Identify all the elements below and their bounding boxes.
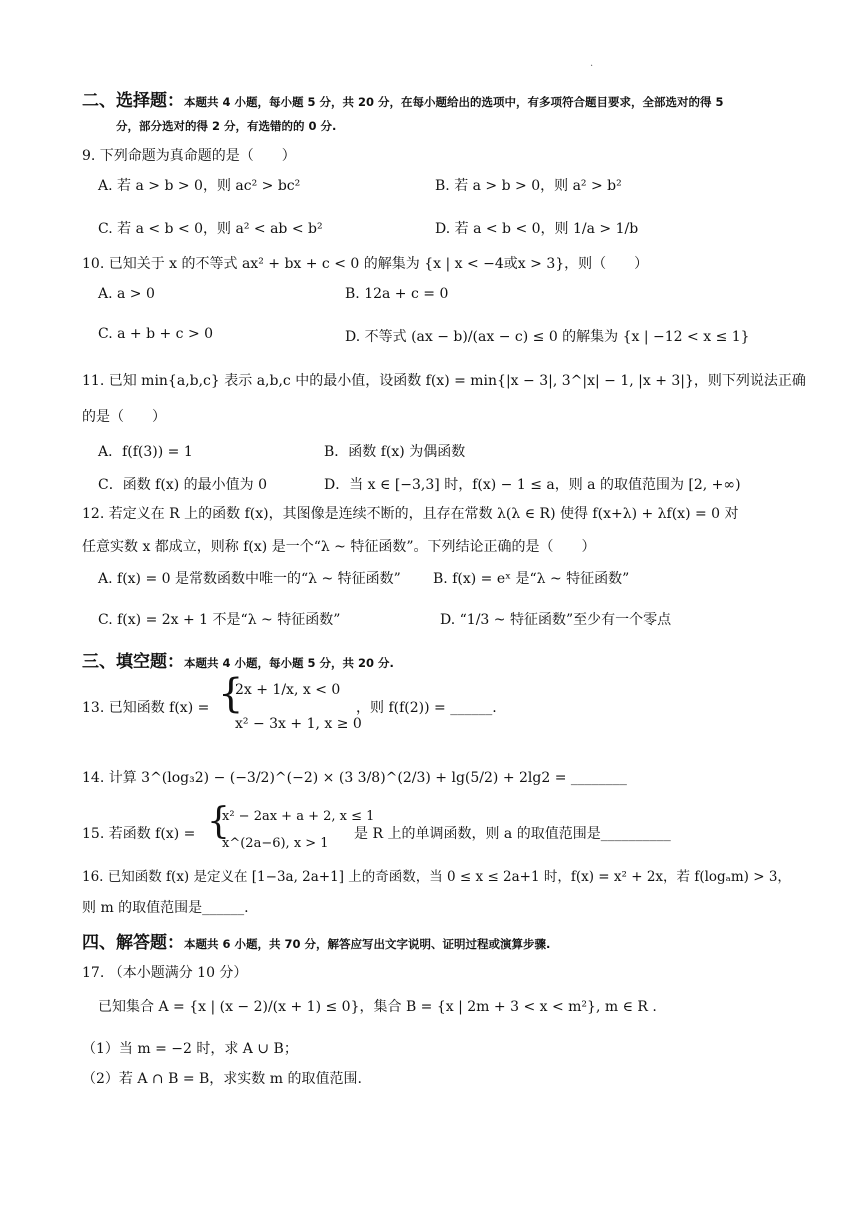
q13-case1: 2x + 1/x, x < 0 — [235, 682, 341, 698]
q11-option-b: B．函数 f(x) 为偶函数 — [324, 444, 466, 460]
q13-case2: x² − 3x + 1, x ≥ 0 — [235, 716, 362, 732]
section-2-header — [82, 86, 724, 111]
section-2-desc-line2: 分，部分选对的得 2 分，有选错的的 0 分. — [116, 119, 337, 133]
q12-stem-line2: 任意实数 x 都成立，则称 f(x) 是一个“λ ~ 特征函数”。下列结论正确的是（ ） — [82, 539, 596, 555]
q13-suffix: ，则 f(f(2)) = ______. — [356, 700, 497, 716]
q17-header: 17. （本小题满分 10 分） — [82, 965, 248, 981]
q12-option-a: A. f(x) = 0 是常数函数中唯一的“λ ~ 特征函数” — [98, 571, 401, 587]
q11-option-a: A．f(f(3)) = 1 — [98, 444, 193, 460]
q16-line2: 则 m 的取值范围是______. — [82, 900, 249, 916]
section-4-title: 四、解答题： — [82, 933, 184, 953]
q9-option-b: B. 若 a > b > 0，则 a² > b² — [435, 178, 622, 194]
q15-case2: x^(2a−6), x > 1 — [222, 836, 329, 851]
q15-brace: { — [207, 801, 230, 842]
q13-prefix: 13. 已知函数 f(x) = — [82, 700, 210, 716]
q15-prefix: 15. 若函数 f(x) = — [82, 826, 196, 842]
q10-option-b: B. 12a + c = 0 — [345, 286, 449, 302]
q12-option-b: B. f(x) = eˣ 是“λ ~ 特征函数” — [433, 571, 630, 587]
section-2-desc-line1: 本题共 4 小题，每小题 5 分，共 20 分，在每小题给出的选项中，有多项符合题目要求，全部选对的得 5 — [184, 95, 724, 109]
q15-case1: x² − 2ax + a + 2, x ≤ 1 — [222, 809, 375, 824]
q12-option-c: C. f(x) = 2x + 1 不是“λ ~ 特征函数” — [98, 612, 341, 628]
q10-option-d: D. 不等式 (ax − b)/(ax − c) ≤ 0 的解集为 {x | −12 < x ≤ 1} — [345, 329, 750, 345]
q13-brace: { — [218, 671, 244, 717]
q11-stem-line2: 的是（ ） — [82, 409, 166, 425]
q10-option-c: C. a + b + c > 0 — [98, 326, 214, 342]
section-3-title: 三、填空题： — [82, 652, 184, 672]
section-3-header — [82, 647, 394, 672]
q17-part1: （1）当 m = −2 时，求 A ∪ B； — [82, 1041, 298, 1057]
q17-given: 已知集合 A = {x | (x − 2)/(x + 1) ≤ 0}，集合 B = {x | 2m + 3 < x < m²}, m ∈ R . — [98, 999, 657, 1015]
q9-option-d: D. 若 a < b < 0，则 1/a > 1/b — [435, 221, 639, 237]
q9-option-c: C. 若 a < b < 0，则 a² < ab < b² — [98, 221, 323, 237]
q16-line1: 16. 已知函数 f(x) 是定义在 [1−3a, 2a+1] 上的奇函数，当 0 ≤ x ≤ 2a+1 时，f(x) = x² + 2x，若 f(logₐm) > 3， — [82, 869, 791, 885]
q12-stem-line1: 12. 若定义在 R 上的函数 f(x)，其图像是连续不断的，且存在常数 λ(λ ∈ R) 使得 f(x+λ) + λf(x) = 0 对 — [82, 506, 739, 522]
section-2-title: 二、选择题： — [82, 91, 184, 111]
section-3-desc: 本题共 4 小题，每小题 5 分，共 20 分. — [184, 656, 394, 670]
q12-option-d: D. “1/3 ~ 特征函数”至少有一个零点 — [440, 612, 672, 628]
q9-stem: 9. 下列命题为真命题的是（ ） — [82, 148, 296, 164]
section-4-desc: 本题共 6 小题，共 70 分，解答应写出文字说明、证明过程或演算步骤. — [184, 937, 551, 951]
q11-stem-line1: 11. 已知 min{a,b,c} 表示 a,b,c 中的最小值，设函数 f(x) = min{|x − 3|, 3^|x| − 1, |x + 3|}，则下列说法正确 — [82, 373, 806, 389]
q17-part2: （2）若 A ∩ B = B，求实数 m 的取值范围. — [82, 1071, 362, 1087]
q10-stem: 10. 已知关于 x 的不等式 ax² + bx + c < 0 的解集为 {x | x < −4或x > 3}，则（ ） — [82, 256, 649, 272]
q11-option-c: C．函数 f(x) 的最小值为 0 — [98, 477, 267, 493]
section-4-header — [82, 928, 550, 953]
q10-option-a: A. a > 0 — [98, 286, 155, 302]
top-mark: . — [590, 58, 594, 69]
q9-option-a: A. 若 a > b > 0，则 ac² > bc² — [98, 178, 301, 194]
q14-text: 14. 计算 3^(log₃2) − (−3/2)^(−2) × (3 3/8)^(2/3) + lg(5/2) + 2lg2 = ________ — [82, 770, 627, 786]
q15-suffix: 是 R 上的单调函数，则 a 的取值范围是__________ — [354, 826, 671, 842]
section-2-desc-line2-wrap — [116, 118, 336, 134]
q11-option-d: D．当 x ∈ [−3,3] 时，f(x) − 1 ≤ a，则 a 的取值范围为 [2, +∞) — [324, 477, 741, 493]
